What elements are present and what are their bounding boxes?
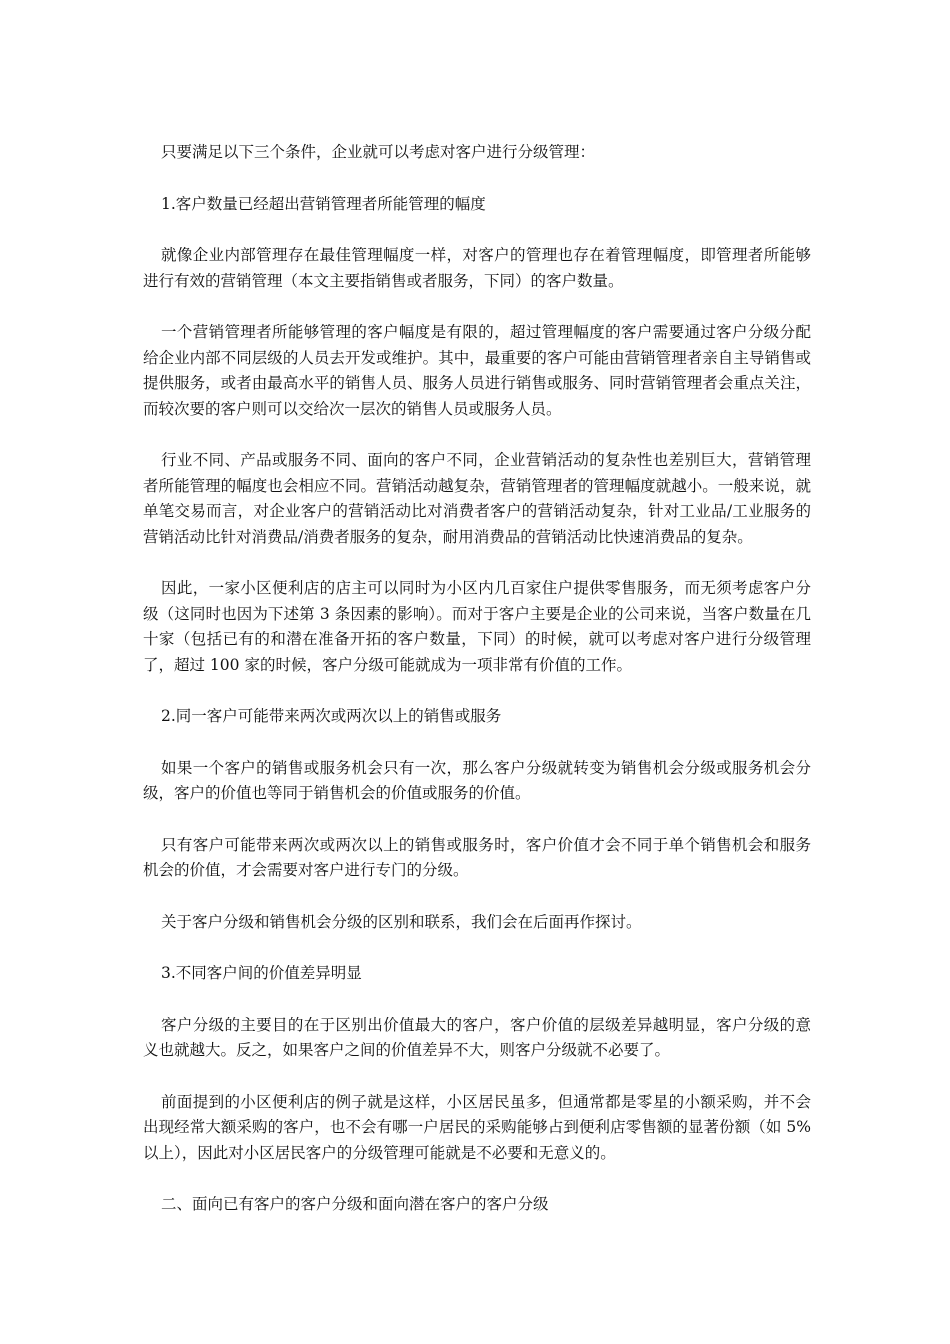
body-paragraph: 只有客户可能带来两次或两次以上的销售或服务时，客户价值才会不同于单个销售机会和服务机会的价值，才会需要对客户进行专门的分级。 [143, 835, 811, 879]
body-paragraph: 前面提到的小区便利店的例子就是这样，小区居民虽多，但通常都是零星的小额采购，并不会出现经常大额采购的客户，也不会有哪一户居民的采购能够占到便利店零售额的显著份额（如 5%以上），因此对小区居民客户的分级管理可能就是不必要和无意义的。 [143, 1092, 811, 1162]
condition-3-heading: 3.不同客户间的价值差异明显 [161, 964, 362, 982]
body-paragraph: 一个营销管理者所能够管理的客户幅度是有限的，超过管理幅度的客户需要通过客户分级分配给企业内部不同层级的人员去开发或维护。其中，最重要的客户可能由营销管理者亲自主导销售或提供服务，或者由最高水平的销售人员、服务人员进行销售或服务、同时营销管理者会重点关注，而较次要的客户则可以交给次一层次的销售人员或服务人员。 [143, 323, 811, 418]
body-paragraph: 行业不同、产品或服务不同、面向的客户不同，企业营销活动的复杂性也差别巨大，营销管理者所能管理的幅度也会相应不同。营销活动越复杂，营销管理者的管理幅度就越小。一般来说，就单笔交易而言，对企业客户的营销活动比对消费者客户的营销活动复杂，针对工业品/工业服务的营销活动比针对消费品/消费者服务的复杂，耐用消费品的营销活动比快速消费品的复杂。 [143, 451, 811, 546]
body-paragraph: 如果一个客户的销售或服务机会只有一次，那么客户分级就转变为销售机会分级或服务机会分级，客户的价值也等同于销售机会的价值或服务的价值。 [143, 758, 811, 802]
document-body [143, 140, 811, 1244]
body-paragraph: 关于客户分级和销售机会分级的区别和联系，我们会在后面再作探讨。 [161, 912, 642, 931]
condition-1-heading: 1.客户数量已经超出营销管理者所能管理的幅度 [161, 194, 486, 213]
intro-paragraph: 只要满足以下三个条件，企业就可以考虑对客户进行分级管理： [161, 143, 596, 161]
section-2-heading: 二、面向已有客户的客户分级和面向潜在客户的客户分级 [161, 1195, 549, 1213]
body-paragraph: 因此，一家小区便利店的店主可以同时为小区内几百家住户提供零售服务，而无须考虑客户分级（这同时也因为下述第 3 条因素的影响）。而对于客户主要是企业的公司来说，当客户数量在几十家（包括已有的和潜在准备开拓的客户数量，下同）的时候，就可以考虑对客户进行分级管理了，超过 100 家的时候，客户分级可能就成为一项非常有价值的工作。 [143, 579, 811, 674]
body-paragraph: 客户分级的主要目的在于区别出价值最大的客户，客户价值的层级差异越明显，客户分级的意义也就越大。反之，如果客户之间的价值差异不大，则客户分级就不必要了。 [143, 1015, 811, 1059]
body-paragraph: 就像企业内部管理存在最佳管理幅度一样，对客户的管理也存在着管理幅度，即管理者所能够进行有效的营销管理（本文主要指销售或者服务，下同）的客户数量。 [143, 246, 811, 290]
condition-2-heading: 2.同一客户可能带来两次或两次以上的销售或服务 [161, 707, 502, 725]
